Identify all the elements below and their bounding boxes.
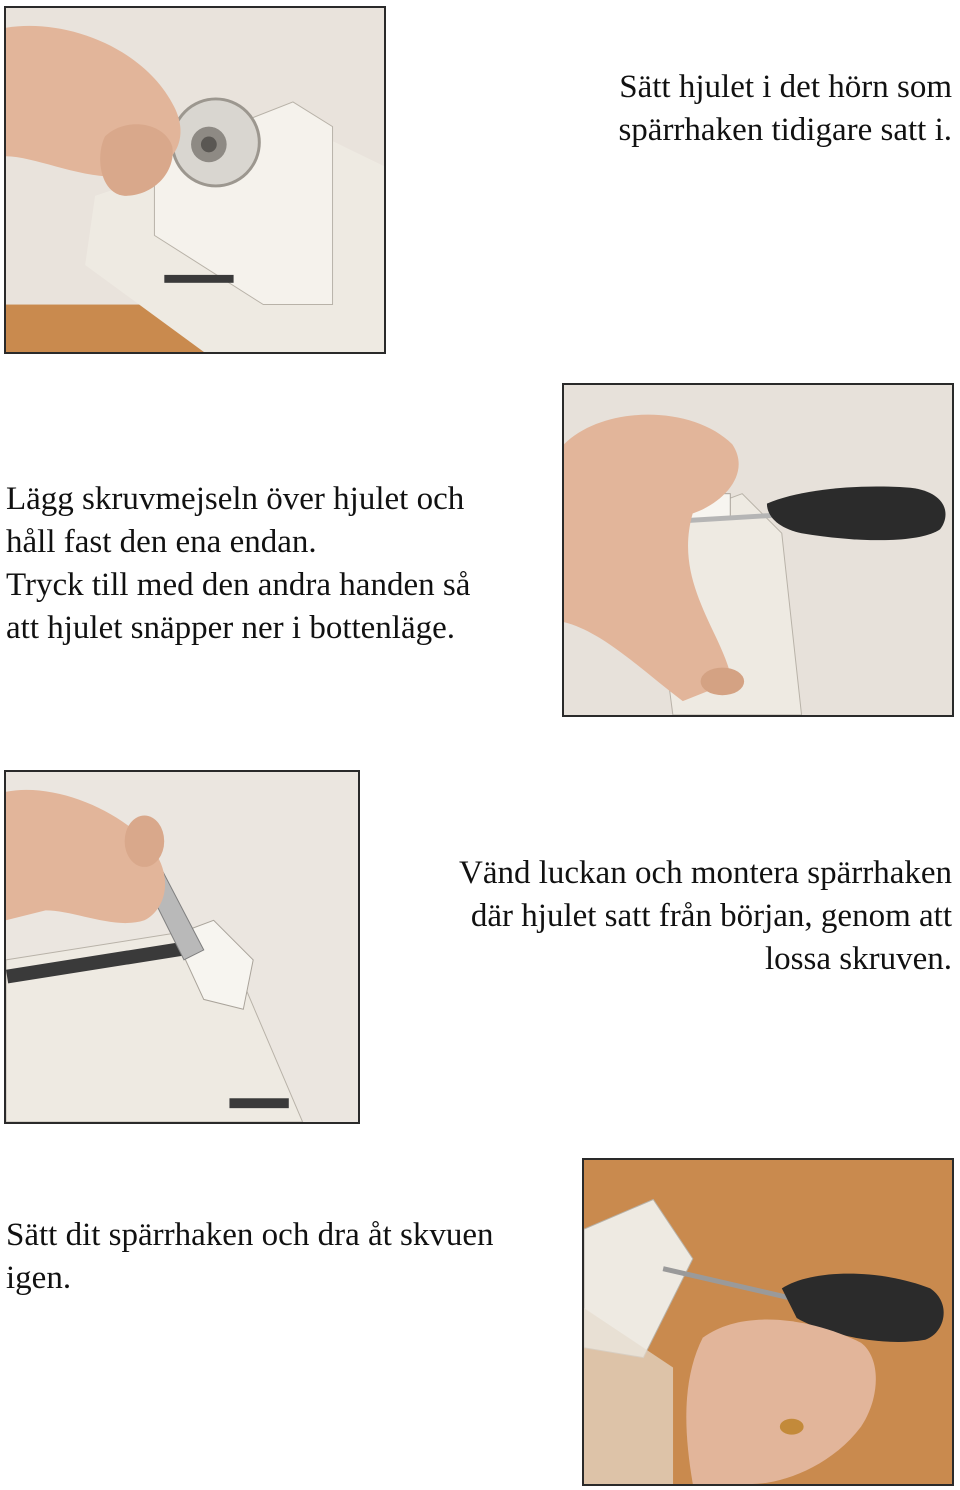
latch-plate-illustration [6,772,358,1122]
step-4-caption: Sätt dit spärrhaken och dra åt skvuen igen. [6,1217,494,1296]
step-2-photo [562,383,954,717]
wheel-insert-illustration [6,8,384,352]
screw-tighten-illustration [584,1160,952,1484]
step-4-photo [582,1158,954,1486]
screwdriver-press-illustration [564,385,952,715]
step-3-photo [4,770,360,1124]
step-1-caption: Sätt hjulet i det hörn som spärrhaken tidigare satt i. [618,69,952,148]
step-1-photo [4,6,386,354]
step-2-caption: Lägg skruvmejseln över hjulet och håll fast den ena endan. Tryck till med den andra handen så att hjulet snäpper ner i bottenläge. [6,481,471,646]
step-3-caption: Vänd luckan och montera spärrhaken där hjulet satt från början, genom att lossa skruven. [459,855,952,977]
